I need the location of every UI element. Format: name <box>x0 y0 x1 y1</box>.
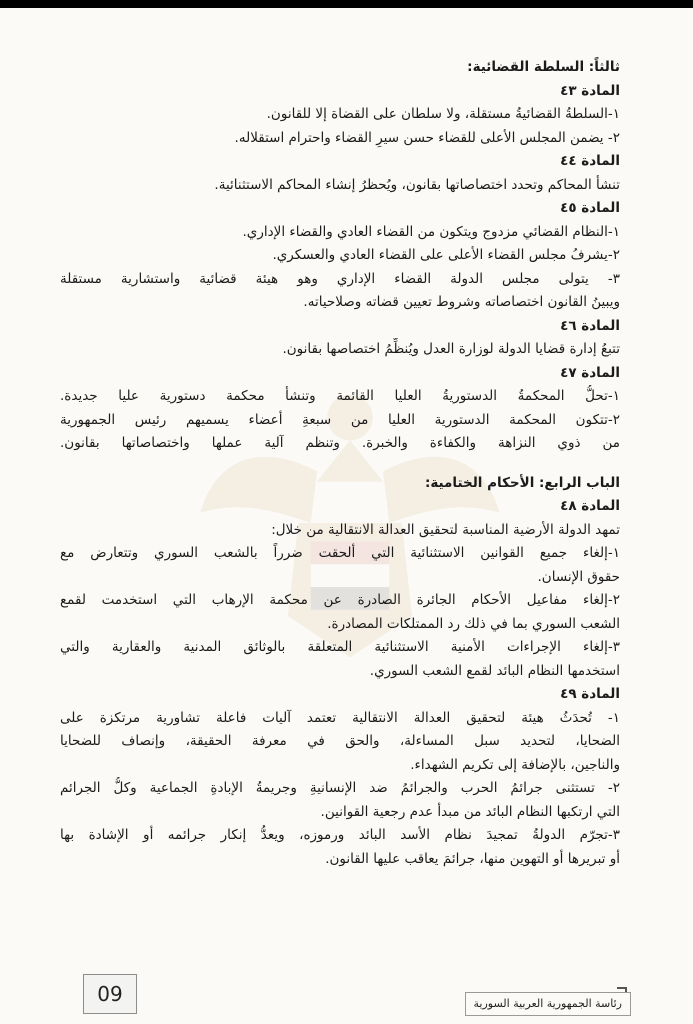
text-line: تنشأ المحاكم وتحدد اختصاصاتها بقانون، ويُحظرُ إنشاء المحاكم الاستثنائية. <box>214 176 620 193</box>
text-line: ١-إلغاء جميع القوانين الاستثنائية التي ألحقت ضرراً بالشعب السوري وتتعارض مع <box>60 545 620 561</box>
text-line: تمهد الدولة الأرضية المناسبة لتحقيق العدالة الانتقالية من خلال: <box>271 521 620 538</box>
heading-line: المادة ٤٧ <box>560 364 620 381</box>
text-line: ١- تُحدَثُ هيئة لتحقيق العدالة الانتقالية تعتمد آليات فاعلة تشاورية مرتكزة على <box>60 709 620 726</box>
section-gap <box>60 456 620 472</box>
text-line: ٣-تجرّم الدولةُ تمجيدَ نظام الأسد البائد ورموزه، ويعدُّ إنكار جرائمه أو الإشادة بها <box>60 827 620 843</box>
document-page <box>0 8 693 1024</box>
heading-line: المادة ٤٦ <box>560 317 620 334</box>
text-line: استخدمها النظام البائد لقمع الشعب السوري. <box>369 662 620 679</box>
heading-line: المادة ٤٣ <box>560 82 620 99</box>
text-line: تتبعُ إدارة قضايا الدولة لوزارة العدل ويُنظِّمُ اختصاصها بقانون. <box>282 341 620 357</box>
footer-label: رئاسة الجمهورية العربية السورية <box>465 992 631 1016</box>
text-line: ٢-يشرفُ مجلس القضاء الأعلى على القضاء العادي والعسكري. <box>272 247 620 263</box>
text-line: التي ارتكبها النظام البائد من مبدأ عدم رجعية القوانين. <box>320 803 620 820</box>
heading-line: ثالثاً: السلطة القضائية: <box>467 59 620 75</box>
text-line: ويبينُ القانون اختصاصاته وشروط تعيين قضاته وصلاحياته. <box>303 294 620 310</box>
page-number: 09 <box>83 974 137 1014</box>
text-line: ٣- يتولى مجلس الدولة القضاء الإداري وهو هيئة قضائية واستشارية مستقلة <box>60 270 620 287</box>
text-line: من ذوي النزاهة والكفاءة والخبرة. وتنظم آلية عملها واختصاصاتها بقانون. <box>60 435 620 451</box>
text-line: ١-السلطةُ القضائيةُ مستقلة، ولا سلطان على القضاة إلا للقانون. <box>266 106 620 122</box>
heading-line: المادة ٤٥ <box>560 200 620 216</box>
text-line: ٢- تستثنى جرائمُ الحرب والجرائمُ ضد الإنسانيةِ وجريمةُ الإبادةِ الجماعية وكلُّ الجرائم <box>60 780 620 796</box>
text-line: ٣-إلغاء الإجراءات الأمنية الاستثنائية المتعلقة بالوثائق المدنية والعقارية والتي <box>60 639 620 655</box>
text-line: حقوق الإنسان. <box>537 568 620 585</box>
text-line: ١-النظام القضائي مزدوج ويتكون من القضاء العادي والقضاء الإداري. <box>242 223 620 240</box>
text-line: الشعب السوري بما في ذلك رد الممتلكات المصادرة. <box>327 615 620 632</box>
text-line: ٢-تتكون المحكمة الدستورية العليا من سبعةِ أعضاء يسميهم رئيس الجمهورية <box>60 411 620 428</box>
text-line: الضحايا، لتحديد سبل المساءلة، والحق في معرفة الحقيقة، وإنصاف للضحايا <box>60 733 620 749</box>
heading-line: الباب الرابع: الأحكام الختامية: <box>424 474 620 491</box>
heading-line: المادة ٤٨ <box>560 498 620 514</box>
heading-line: المادة ٤٤ <box>560 153 620 169</box>
article-text <box>60 56 620 871</box>
heading-line: المادة ٤٩ <box>560 686 620 702</box>
text-line: ٢-إلغاء مفاعيل الأحكام الجائرة الصادرة عن محكمة الإرهاب التي استخدمت لقمع <box>60 592 620 608</box>
text-line: أو تبريرها أو التهوين منها، جرائمَ يعاقب عليها القانون. <box>325 850 620 867</box>
text-line: ١-تحلُّ المحكمةُ الدستوريةُ العليا القائمة وتنشأ محكمة دستورية عليا جديدة. <box>60 388 620 404</box>
text-line: والناجين، بالإضافة إلى تكريم الشهداء. <box>410 756 620 773</box>
text-line: ٢- يضمن المجلس الأعلى للقضاء حسن سيرِ القضاء واحترام استقلاله. <box>234 129 620 146</box>
